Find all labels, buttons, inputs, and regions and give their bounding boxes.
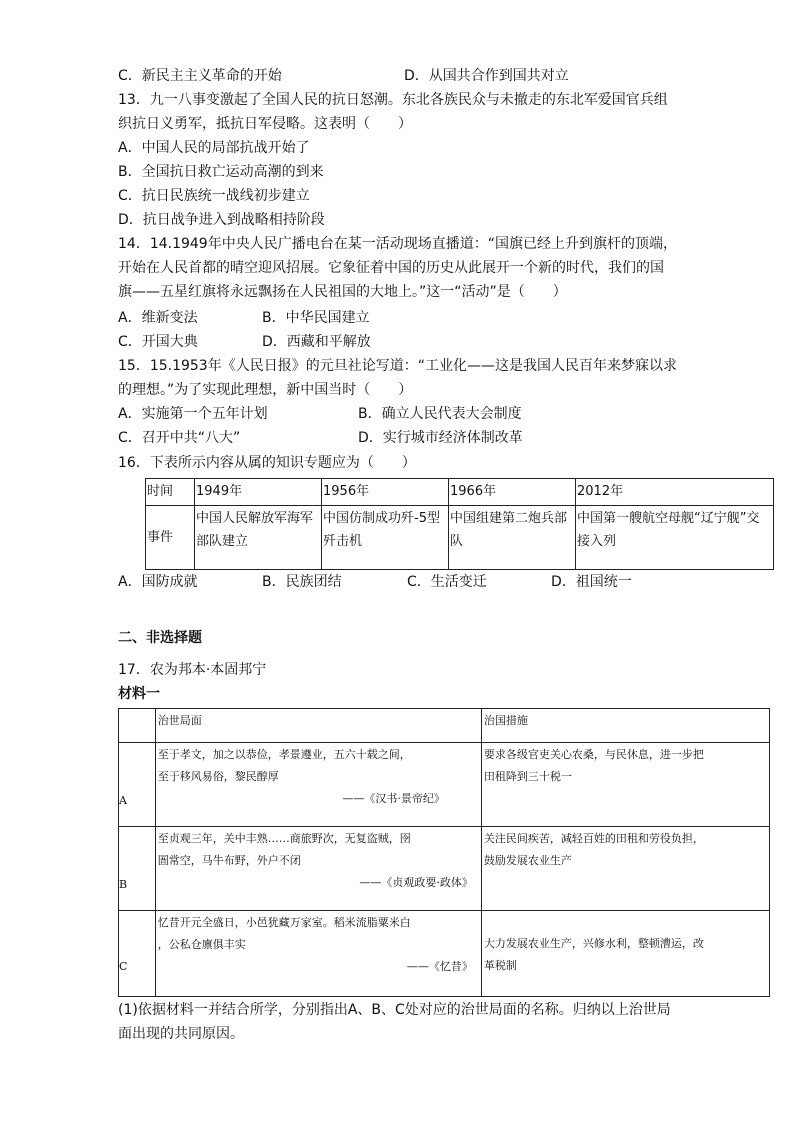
source-citation: ——《汉书·景帝纪》: [342, 792, 445, 805]
option-b: B．确立人民代表大会制度: [358, 406, 522, 422]
scene-cell: [155, 911, 481, 997]
measure-cell: [481, 827, 769, 911]
question-stem: 16．下表所示内容从属的知识专题应为（ ）: [118, 455, 416, 471]
sub-question: (1)依据材料一并结合所学，分别指出A、B、C处对应的治世局面的名称。归纳以上治世局: [118, 1002, 671, 1018]
material-table: [118, 708, 770, 997]
scene-line: 至贞观三年，关中丰熟……商旅野次，无复盗贼，囹: [157, 832, 411, 845]
option-c: C．召开中共“八大”: [118, 430, 241, 446]
measure-cell: [481, 911, 769, 997]
scene-cell: [155, 827, 481, 911]
question-stem: 旗——五星红旗将永远飘扬在人民祖国的大地上。”这一“活动”是（ ）: [118, 284, 567, 300]
row-head-time: 时间: [146, 479, 195, 506]
option-c: C．抗日民族统一战线初步建立: [118, 188, 310, 204]
question-stem: 的理想。”为了实现此理想，新中国当时（ ）: [118, 382, 413, 398]
question-stem: 13．九一八事变激起了全国人民的抗日怒潮。东北各族民众与未撤走的东北军爱国官兵组: [118, 92, 668, 108]
scene-line: 至于孝文，加之以恭俭，孝景遵业，五六十载之间，: [157, 748, 411, 761]
question-stem: 织抗日义勇军，抵抗日军侵略。这表明（ ）: [118, 116, 412, 132]
option-d: D．抗日战争进入到战略相持阶段: [118, 212, 325, 228]
header-measures: 治国措施: [481, 709, 769, 743]
option-d: D．从国共合作到国共对立: [404, 68, 569, 84]
scene-line: 忆昔开元全盛日，小邑犹藏万家室。稻米流脂粟米白: [157, 916, 411, 929]
year-cell: 2012年: [576, 479, 774, 506]
event-cell: 中国人民解放军海军部队建立: [195, 506, 322, 570]
scene-cell: [155, 743, 481, 827]
option-a: A．中国人民的局部抗战开始了: [118, 140, 310, 156]
section-heading: 二、非选择题: [118, 630, 202, 646]
year-cell: 1956年: [322, 479, 449, 506]
question-stem: 开始在人民首都的晴空迎风招展。它象征着中国的历史从此展开一个新的时代，我们的国: [118, 260, 664, 276]
option-d: D．实行城市经济体制改革: [358, 430, 523, 446]
year-cell: 1966年: [449, 479, 576, 506]
measure-line: 田租降到三十税一: [483, 770, 572, 783]
event-cell: 中国第一艘航空母舰“辽宁舰”交接入列: [576, 506, 774, 570]
option-c: C．开国大典: [118, 334, 198, 350]
material-label: 材料一: [118, 686, 160, 702]
measure-line: 大力发展农业生产，兴修水利，整顿漕运，改: [483, 937, 704, 950]
measure-cell: [481, 743, 769, 827]
option-a: A．实施第一个五年计划: [118, 406, 268, 422]
question-stem: 15．15.1953年《人民日报》的元旦社论写道：“工业化——这是我国人民百年来梦寐以求: [118, 358, 677, 374]
knowledge-table: [145, 478, 774, 570]
option-b: B．中华民国建立: [262, 310, 370, 326]
corner-cell: [119, 709, 156, 743]
year-cell: 1949年: [195, 479, 322, 506]
option-a: A．国防成就: [118, 574, 198, 590]
question-stem: 14．14.1949年中央人民广播电台在某一活动现场直播道：“国旗已经上升到旗杆的顶端，: [118, 236, 677, 252]
option-c: C．生活变迁: [407, 574, 487, 590]
header-scene: 治世局面: [155, 709, 481, 743]
scene-line: 至于移风易俗，黎民醇厚: [157, 770, 279, 783]
measure-line: 关注民间疾苦，减轻百姓的田租和劳役负担，: [483, 832, 704, 845]
source-citation: ——《忆昔》: [406, 960, 473, 973]
measure-line: 鼓励发展农业生产: [483, 854, 572, 867]
event-cell: 中国组建第二炮兵部队: [449, 506, 576, 570]
sub-question: 面出现的共同原因。: [118, 1026, 244, 1042]
option-b: B．民族团结: [262, 574, 342, 590]
row-head-event: 事件: [146, 506, 195, 570]
scene-line: ，公私仓廪俱丰实: [157, 938, 246, 951]
question-title: 17．农为邦本·本固邦宁: [118, 662, 267, 678]
measure-line: 革税制: [483, 959, 517, 972]
row-label: B: [119, 827, 156, 911]
event-cell: 中国仿制成功歼-5型歼击机: [322, 506, 449, 570]
source-citation: ——《贞观政要·政体》: [359, 876, 473, 889]
option-b: B．全国抗日救亡运动高潮的到来: [118, 164, 324, 180]
row-label: C: [119, 911, 156, 997]
option-a: A．维新变法: [118, 310, 198, 326]
row-label: A: [119, 743, 156, 827]
scene-line: 圄常空，马牛布野，外户不闭: [157, 854, 301, 867]
option-d: D．祖国统一: [551, 574, 632, 590]
measure-line: 要求各级官吏关心农桑，与民休息，进一步把: [483, 748, 704, 761]
option-c: C．新民主主义革命的开始: [118, 68, 282, 84]
option-d: D．西藏和平解放: [262, 334, 371, 350]
